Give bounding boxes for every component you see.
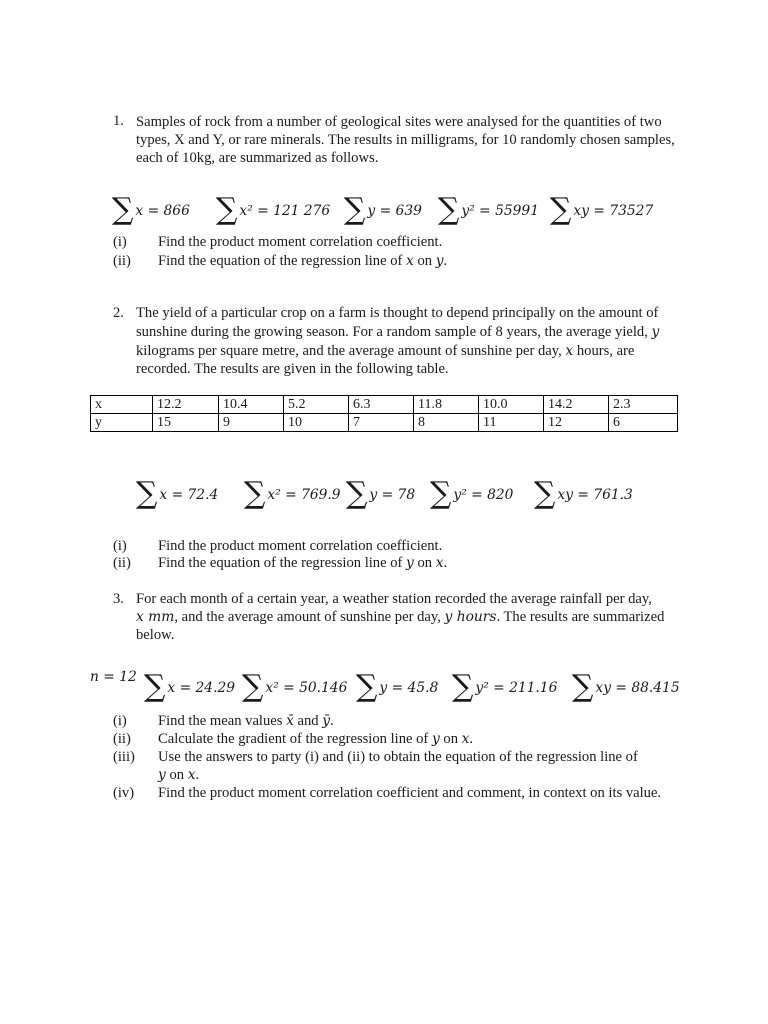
table-cell: 10.4 [219,396,284,414]
q3-part-i-text: Find the mean values x̄ and ȳ. [158,713,334,729]
q3-part-iv-text: Find the product moment correlation coefficient and comment, in context on its value. [158,785,662,801]
q2-data-table [90,395,678,432]
q1-part-i-label: (i) [113,234,127,250]
table-cell: 11 [479,414,544,432]
q3-part-iv-label: (iv) [113,785,135,801]
table-cell: 14.2 [544,396,609,414]
q2-line-1: The yield of a particular crop on a farm is thought to depend principally on the amount of [136,305,659,321]
q2-sum-2: ∑ x² = 769.9 [244,476,341,511]
q2-number: 2. [113,305,124,321]
q1-part-i-text: Find the product moment correlation coefficient. [158,234,443,250]
q3-part-ii-text: Calculate the gradient of the regression line of y on x. [158,731,474,747]
table-cell: 6 [609,414,678,432]
q3-part-iii-label: (iii) [113,749,135,765]
q2-part-i-label: (i) [113,538,127,554]
q3-number: 3. [113,591,124,607]
q1-sum-5: ∑ xy = 73527 [550,192,654,227]
q3-line-2: x mm, and the average amount of sunshine per day, y hours. The results are summarized [136,609,665,625]
q2-line-3: kilograms per square metre, and the average amount of sunshine per day, x hours, are [136,343,635,359]
table-cell: x [91,396,153,414]
q2-line-4: recorded. The results are given in the following table. [136,361,449,377]
q2-part-ii-text: Find the equation of the regression line of y on x. [158,555,448,571]
table-cell: 6.3 [349,396,414,414]
q3-part-i-label: (i) [113,713,127,729]
q2-sum-1: ∑ x = 72.4 [136,476,219,511]
table-cell: 2.3 [609,396,678,414]
q1-sum-1: ∑ x = 866 [112,192,190,227]
q1-sum-4: ∑ y² = 55991 [438,192,539,227]
q3-part-iii-continuation: y on x. [158,767,200,783]
q1-number: 1. [113,113,124,129]
q2-part-i-text: Find the product moment correlation coefficient. [158,538,443,554]
q1-part-ii-label: (ii) [113,253,131,269]
q3-sum-2: ∑ x² = 50.146 [242,669,348,704]
table-row-y [91,414,678,432]
q1-text: Samples of rock from a number of geological sites were analysed for the quantities of two types, X and Y, or rare minerals. The results in milligrams, for 10 randomly chosen samples, each of 10kg, are summarized as follows. [136,114,675,167]
q2-part-ii-label: (ii) [113,555,131,571]
q1-sum-3: ∑ y = 639 [344,192,422,227]
q1-part-ii-text: Find the equation of the regression line of x on y. [158,253,448,269]
q3-n: n = 12 [90,669,137,685]
q3-line-3: below. [136,627,175,643]
q3-sum-5: ∑ xy = 88.415 [572,669,680,704]
q3-line-1: For each month of a certain year, a weather station recorded the average rainfall per day, [136,591,652,607]
q1-sum-2: ∑ x² = 121 276 [216,192,331,227]
q2-sum-4: ∑ y² = 820 [430,476,514,511]
q3-sum-1: ∑ x = 24.29 [144,669,236,704]
table-cell: 15 [153,414,219,432]
table-cell: 12.2 [153,396,219,414]
table-cell: 12 [544,414,609,432]
table-cell: 10 [284,414,349,432]
q3-sum-4: ∑ y² = 211.16 [452,669,558,704]
q3-part-iii-text: Use the answers to party (i) and (ii) to obtain the equation of the regression line of [158,749,638,765]
table-cell: 10.0 [479,396,544,414]
table-row-x [91,396,678,414]
table-cell: 9 [219,414,284,432]
table-cell: 11.8 [414,396,479,414]
table-cell: 8 [414,414,479,432]
table-cell: y [91,414,153,432]
q3-part-ii-label: (ii) [113,731,131,747]
table-cell: 7 [349,414,414,432]
q2-sum-5: ∑ xy = 761.3 [534,476,633,511]
q2-sum-3: ∑ y = 78 [346,476,416,511]
q2-line-2: sunshine during the growing season. For a random sample of 8 years, the average yield, y [136,324,660,340]
q3-sum-3: ∑ y = 45.8 [356,669,439,704]
table-cell: 5.2 [284,396,349,414]
